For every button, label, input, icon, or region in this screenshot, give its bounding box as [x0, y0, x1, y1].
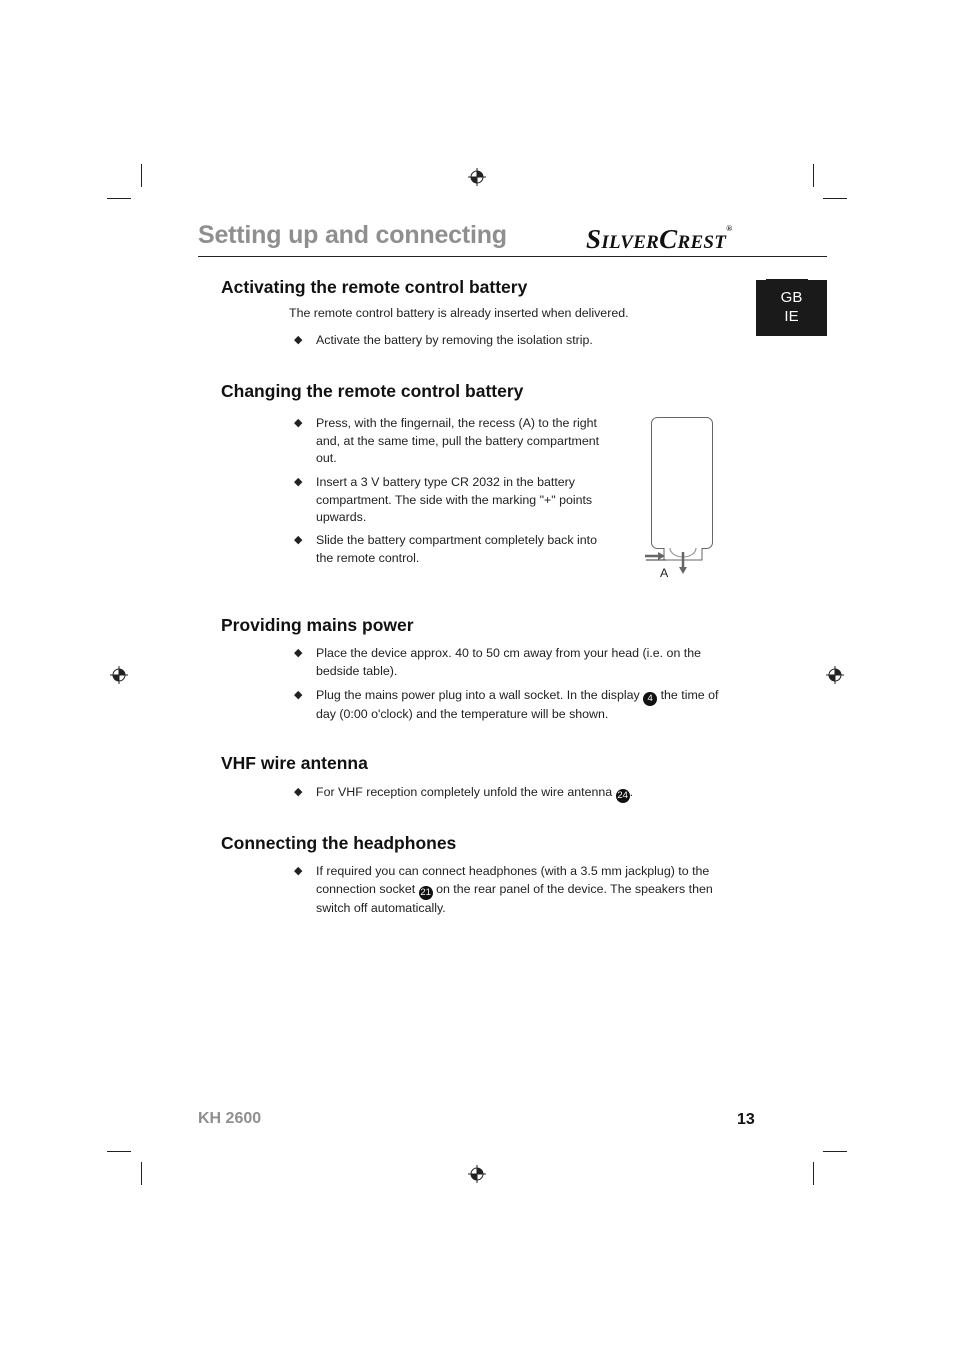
crop-mark-top-left-vertical	[141, 164, 142, 187]
diamond-bullet-icon: ◆	[294, 334, 303, 346]
list-item-text: For VHF reception completely unfold the wire antenna	[316, 785, 616, 799]
list-item-text: out.	[316, 451, 337, 465]
list-item-text: Activate the battery by removing the isolation strip.	[316, 333, 593, 347]
language-tab	[756, 280, 827, 336]
crop-mark-top-right-horizontal	[823, 198, 847, 199]
list-item-text: bedside table).	[316, 663, 398, 678]
reference-number-badge: 21	[420, 886, 431, 898]
brand-logo-letter: C	[659, 224, 678, 254]
list-item-text: and, at the same time, pull the battery compartment	[316, 433, 600, 448]
list-item-text: on the rear panel of the device. The speakers then	[432, 881, 713, 896]
brand-logo-text: ILVER	[601, 232, 660, 253]
list-item-text: Press, with the fingernail, the recess (A) to the right	[316, 416, 597, 430]
list-item-text: connection socket	[316, 881, 419, 896]
list-item-text: Place the device approx. 40 to 50 cm away from your head (i.e. on the	[316, 646, 702, 660]
list-item-text: If required you can connect headphones (with a 3.5 mm jackplug) to the	[316, 864, 710, 878]
crop-mark-top-right-vertical	[813, 164, 814, 187]
diamond-bullet-icon: ◆	[294, 865, 303, 877]
section-heading-mains: Providing mains power	[221, 615, 414, 635]
list-item-text: day (0:00 o'clock) and the temperature will be shown.	[316, 707, 609, 721]
crop-mark-top-left-horizontal	[107, 198, 131, 199]
list-item-text: .	[629, 785, 634, 799]
activating-intro: The remote control battery is already inserted when delivered.	[289, 306, 629, 320]
diamond-bullet-icon: ◆	[294, 647, 303, 659]
figure-label-a: A	[660, 566, 669, 580]
diamond-bullet-icon: ◆	[294, 476, 303, 488]
crosshair-registration-icon	[826, 666, 844, 684]
list-item-text: the remote control.	[316, 550, 420, 565]
section-heading-activating: Activating the remote control battery	[221, 277, 528, 297]
list-item-text: compartment. The side with the marking "+" points	[316, 492, 593, 507]
remote-control-battery-figure	[640, 412, 720, 584]
section-heading-changing: Changing the remote control battery	[221, 381, 524, 401]
list-item-text: Plug the mains power plug into a wall socket. In the display	[316, 688, 644, 702]
crop-mark-bottom-right-horizontal	[823, 1151, 847, 1152]
section-heading-vhf: VHF wire antenna	[221, 753, 368, 773]
diamond-bullet-icon: ◆	[294, 534, 303, 546]
page-title: Setting up and connecting	[198, 221, 507, 249]
brand-logo-text: REST	[677, 232, 727, 253]
list-item-text: Slide the battery compartment completely back into	[316, 533, 597, 547]
diamond-bullet-icon: ◆	[294, 417, 303, 429]
list-item-text: upwards.	[316, 510, 367, 524]
crop-mark-bottom-left-horizontal	[107, 1151, 131, 1152]
crosshair-registration-icon	[110, 666, 128, 684]
brand-logo-letter: S	[586, 224, 602, 254]
crop-mark-bottom-left-vertical	[141, 1162, 142, 1185]
registered-mark: ®	[726, 224, 733, 233]
page-number: 13	[737, 1111, 755, 1128]
reference-number-badge: 24	[617, 790, 628, 801]
crosshair-registration-icon	[468, 1165, 486, 1183]
list-item-text: switch off automatically.	[316, 900, 446, 915]
crop-mark-bottom-right-vertical	[813, 1162, 814, 1185]
header-rule	[198, 256, 827, 257]
list-item-text: the time of	[657, 688, 719, 702]
reference-number-badge: 4	[643, 692, 657, 706]
list-item-text: Insert a 3 V battery type CR 2032 in the battery	[316, 475, 575, 489]
diamond-bullet-icon: ◆	[294, 786, 303, 798]
brand-logo	[586, 224, 732, 255]
diamond-bullet-icon: ◆	[294, 689, 303, 701]
footer-model-number: KH 2600	[198, 1110, 262, 1127]
language-code-ie: IE	[784, 308, 799, 325]
crosshair-registration-icon	[468, 168, 486, 186]
language-code-gb: GB	[780, 289, 803, 306]
section-heading-headphones: Connecting the headphones	[221, 833, 457, 853]
